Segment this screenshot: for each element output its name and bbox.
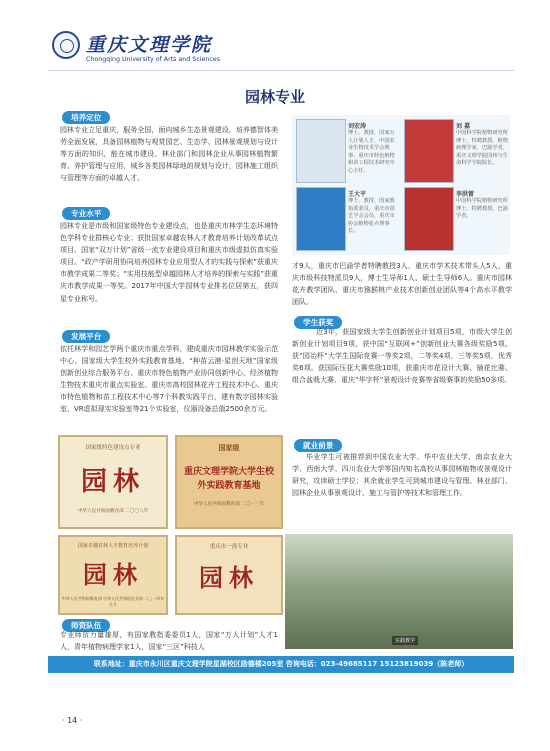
plaque-issuer-text: 中华人民共和国教育部 中华人民共和国农业部 二〇一四年九月 — [61, 596, 165, 607]
profile-desc: 中国科学院植物研究所博士，特聘教授、植物病理学家，巴渝学者，重庆文理学院园林与生命科学学院院长。 — [456, 130, 508, 167]
profile-desc: 博士、教授、国家教指委委员，重庆市园艺学会会员，重庆市协会植物花卉理事长。 — [348, 198, 395, 235]
plaque-top-text: 国家级 — [218, 444, 240, 452]
profile-photo — [296, 187, 346, 251]
profile-name: 刘 嘉 — [456, 123, 471, 130]
page-number: · 14 · — [62, 716, 83, 725]
header-divider — [48, 70, 514, 71]
page-title: 园林专业 — [244, 88, 305, 106]
plaque-first-class — [175, 535, 283, 615]
profile-photo — [404, 187, 454, 251]
profile-name: 刘宏涛 — [348, 123, 367, 130]
section-title-platform: 发展平台 — [62, 330, 110, 343]
profile-photo — [404, 119, 454, 183]
plaque-top-text: 重庆市一流专业 — [209, 544, 249, 550]
school-name-en: Chongqing University of Arts and Sciences — [86, 56, 220, 63]
section-text-level: 园林专业是市级和国家级特色专业建设点，也是重庆市林学生态环境特色学科专业群核心专业；获批国家卓越农林人才教育培养计划改革试点项目、国家“双万计划”省级一流专业建设项目和重庆市级虚拟仿真实验项目。“政产学研用协同培养园林专业应用型人才的实践与探索”获重庆市教学成果二等奖；“实用技能型卓越园林人才培养的探索与实践”获重庆市教学成果一等奖。2017年中国大学园林专业排名位居第五，获四星专业称号。 — [60, 222, 278, 303]
section-text-faculty-left: 专业师资力量雄厚，有国家教指委委员1人，国家“万人计划”人才1人，青年植物病理学家1人，国家“三区”科技人 — [60, 631, 278, 652]
plaque-main-text: 园林 — [80, 467, 145, 497]
plaque-specialty — [58, 435, 168, 529]
section-title-level: 专业水平 — [62, 207, 110, 220]
school-logo-icon — [52, 31, 80, 59]
plaque-main-text: 园林 — [83, 561, 143, 589]
section-text-faculty-right: 才9人，重庆市巴渝学者特聘教授3人，重庆市学术技术带头人5人，重庆市级科技特派员9人，博士生导师1人、硕士生导师6人。重庆市园林花卉教学团队、重庆市猕猴桃产业技术创新创业团队等4个高水平教学团队。 — [292, 262, 512, 307]
plaque-issuer-text: 中华人民共和国教育部 二〇一三年 — [193, 502, 265, 507]
field-practice-photo — [285, 534, 513, 649]
profile-name: 李洪雷 — [456, 191, 475, 198]
section-title-awards: 学生获奖 — [294, 316, 342, 329]
profile-name: 王大平 — [348, 191, 367, 198]
section-text-career: 毕业学生可被推荐到中国农业大学、华中农业大学、南京农业大学、西南大学、四川农业大学等国内知名高校从事园林植物或景观设计研究，攻读硕士学位；其余就业学生可到城市建设与管理、林业部门、园林企业从事景观设计、施工与管护等技术和管理工作。 — [292, 453, 512, 498]
section-title-positioning: 培养定位 — [62, 111, 110, 124]
plaque-top-text: 国家级特色建设点专业 — [85, 445, 141, 451]
plaque-issuer-text: 中华人民共和国教育部 二〇〇八年 — [77, 509, 149, 514]
plaque-main-text: 园林 — [199, 564, 259, 592]
school-name-cn: 重庆文理学院 — [86, 34, 213, 56]
section-text-awards: 近3年，获国家级大学生创新创业计划项目5项，市级大学生创新创业计划项目9项，获中国“互联网+”创新创业大赛各级奖励5项。获“园冶杯”大学生国际竞赛一等奖2项，二等奖4项，三等奖5项，优秀奖6项。获国际压花大赛奖励10项，获重庆市花设计大赛、插花比赛、组合盆栽大赛、重庆“华宇杯”景观设计竞赛等省级赛事的奖励50多项。 — [292, 328, 512, 385]
plaque-top-text: 国家卓越农林人才教育培养计划 — [77, 543, 148, 549]
section-text-platform: 依托林学和园艺学两个重庆市重点学科，建成重庆市园林教学实验示范中心、国家级大学生校外实践教育基地、“种苗云港·星创天地”国家级创新创业综合服务平台、重庆市特色植物产业协同创新中心、经济植物生物技术重庆市重点实验室、重庆市高校园林花卉工程技术中心、重庆市特色植物和苗工程技术中心等7个科教实践平台，建有数字园林实验室、VR虚拟现实实验室等21个实验室，仪器设备总值2500余万元。 — [60, 345, 278, 414]
profile-desc: 中国科学院植物研究所博士，特聘教授，巴渝学者。 — [456, 198, 508, 220]
plaque-practice-base — [175, 435, 283, 529]
plaque-excellence-plan — [58, 535, 168, 615]
photo-caption: 实践教学 — [392, 636, 418, 645]
profile-photo — [296, 119, 346, 183]
plaque-main-text: 重庆文理学院大学生校外实践教育基地 — [183, 467, 274, 491]
section-title-career: 就业前景 — [294, 439, 342, 452]
section-text-positioning: 园林专业立足重庆，服务全国，面向城乡生态景观建设，培养德智体美劳全面发展，具备园林植物与观赏园艺、生态学、园林景观规划与设计等方面的知识，能在城市建设、林业部门和园林企业从事园林植物繁育、养护管理与应用，城乡各类园林绿地的规划与设计，园林施工组织与管理等方面的卓越人才。 — [60, 126, 278, 183]
footer-contact: 联系地址：重庆市永川区重庆文理学院星湖校区励德楼205室 咨询电话：023-49685117 15123819039（陈老师） — [93, 660, 469, 668]
profile-desc: 博士、教授、国家万人计划人才，中国农业生物技术学会理事、重庆市特色植物和苗工程技术研究中心主任。 — [348, 130, 395, 174]
section-title-faculty: 师资队伍 — [62, 619, 110, 632]
